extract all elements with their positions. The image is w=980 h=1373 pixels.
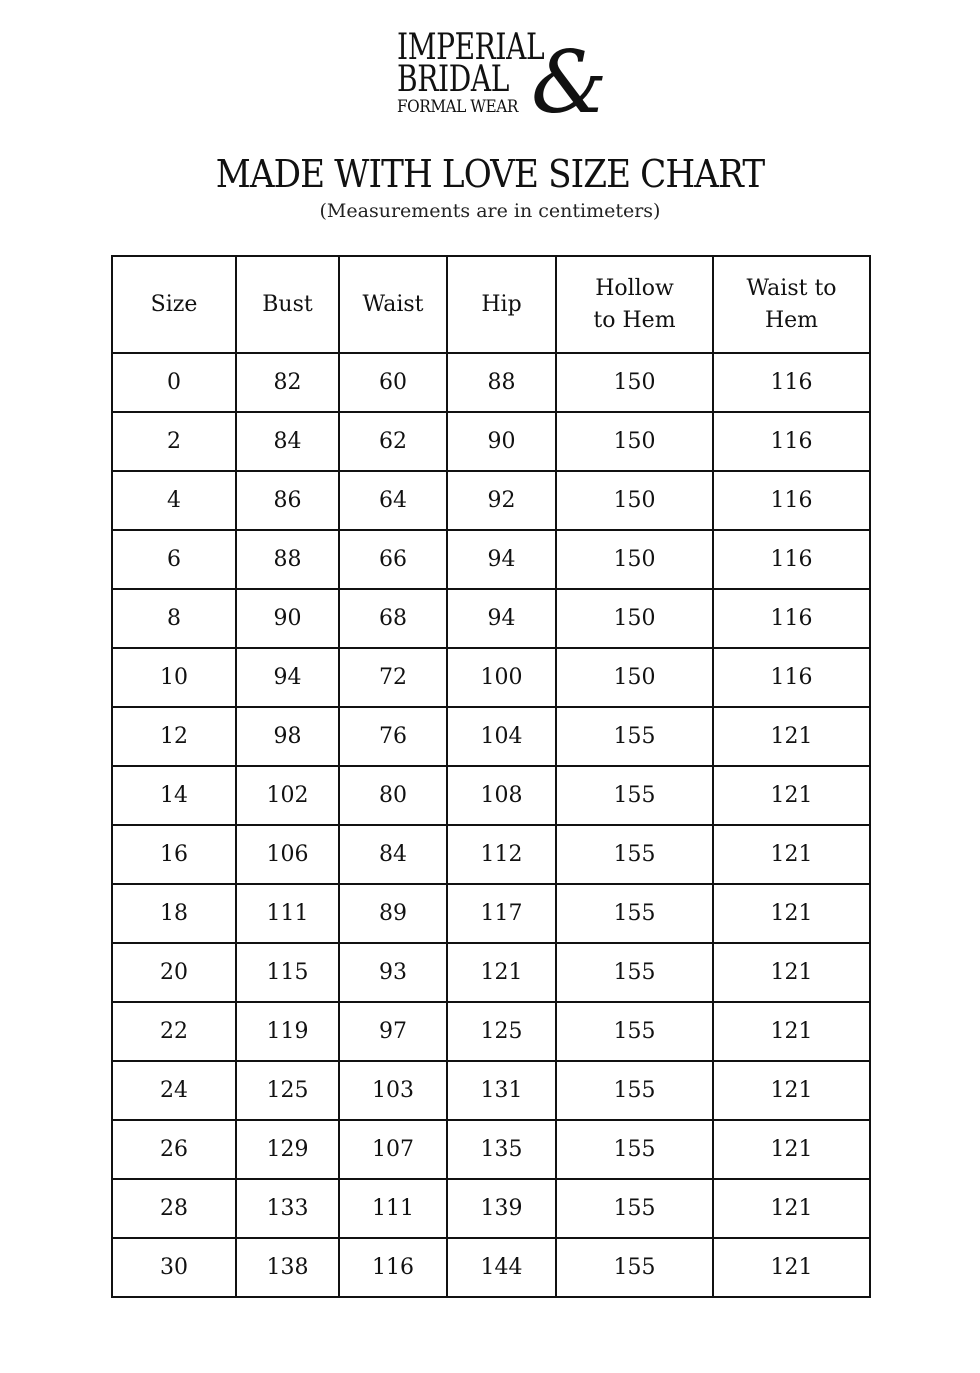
cell-waist-to-hem: 121 <box>713 1238 870 1297</box>
cell-waist-to-hem: 121 <box>713 943 870 1002</box>
cell-waist: 84 <box>339 825 447 884</box>
cell-waist: 68 <box>339 589 447 648</box>
logo-line-bridal: BRIDAL <box>397 59 509 100</box>
table-row <box>112 1120 870 1179</box>
cell-hollow-to-hem: 150 <box>556 412 713 471</box>
cell-waist: 66 <box>339 530 447 589</box>
header-bust: Bust <box>236 256 339 353</box>
cell-hip: 131 <box>447 1061 556 1120</box>
cell-waist-to-hem: 116 <box>713 471 870 530</box>
cell-bust: 119 <box>236 1002 339 1061</box>
cell-size: 24 <box>112 1061 236 1120</box>
table-row <box>112 766 870 825</box>
cell-hip: 100 <box>447 648 556 707</box>
cell-bust: 94 <box>236 648 339 707</box>
cell-waist-to-hem: 121 <box>713 884 870 943</box>
cell-hollow-to-hem: 155 <box>556 1238 713 1297</box>
cell-hip: 94 <box>447 589 556 648</box>
cell-hollow-to-hem: 155 <box>556 1002 713 1061</box>
cell-waist: 111 <box>339 1179 447 1238</box>
cell-waist-to-hem: 116 <box>713 412 870 471</box>
logo-line-formal-wear: FORMAL WEAR <box>397 97 518 117</box>
cell-bust: 86 <box>236 471 339 530</box>
cell-waist-to-hem: 121 <box>713 707 870 766</box>
table-row <box>112 353 870 412</box>
cell-hip: 117 <box>447 884 556 943</box>
cell-size: 4 <box>112 471 236 530</box>
cell-waist-to-hem: 121 <box>713 1002 870 1061</box>
cell-hip: 88 <box>447 353 556 412</box>
cell-bust: 129 <box>236 1120 339 1179</box>
cell-hip: 94 <box>447 530 556 589</box>
page-subtitle: (Measurements are in centimeters) <box>319 200 661 222</box>
table-row <box>112 943 870 1002</box>
logo-line-imperial: IMPERIAL <box>397 27 545 68</box>
cell-waist-to-hem: 121 <box>713 1061 870 1120</box>
cell-hollow-to-hem: 155 <box>556 1120 713 1179</box>
cell-size: 6 <box>112 530 236 589</box>
cell-hollow-to-hem: 150 <box>556 471 713 530</box>
table-row <box>112 589 870 648</box>
cell-hip: 90 <box>447 412 556 471</box>
cell-hollow-to-hem: 150 <box>556 353 713 412</box>
cell-hollow-to-hem: 150 <box>556 530 713 589</box>
table-row <box>112 1179 870 1238</box>
cell-waist: 116 <box>339 1238 447 1297</box>
table-row <box>112 884 870 943</box>
page-title: MADE WITH LOVE SIZE CHART <box>215 152 765 196</box>
cell-hip: 108 <box>447 766 556 825</box>
cell-bust: 84 <box>236 412 339 471</box>
cell-waist-to-hem: 116 <box>713 589 870 648</box>
cell-bust: 106 <box>236 825 339 884</box>
header-size: Size <box>112 256 236 353</box>
cell-waist: 89 <box>339 884 447 943</box>
cell-size: 10 <box>112 648 236 707</box>
cell-hollow-to-hem: 155 <box>556 707 713 766</box>
header-waist-to-hem: Waist to Hem <box>713 256 870 353</box>
table-row <box>112 530 870 589</box>
cell-waist: 80 <box>339 766 447 825</box>
table-row <box>112 1061 870 1120</box>
cell-waist: 76 <box>339 707 447 766</box>
cell-waist: 93 <box>339 943 447 1002</box>
cell-size: 0 <box>112 353 236 412</box>
cell-size: 26 <box>112 1120 236 1179</box>
table-row <box>112 1002 870 1061</box>
cell-size: 16 <box>112 825 236 884</box>
cell-bust: 82 <box>236 353 339 412</box>
cell-hollow-to-hem: 155 <box>556 884 713 943</box>
brand-logo <box>397 26 608 133</box>
cell-waist-to-hem: 121 <box>713 1120 870 1179</box>
cell-waist: 107 <box>339 1120 447 1179</box>
table-row <box>112 825 870 884</box>
cell-hollow-to-hem: 155 <box>556 825 713 884</box>
header-hollow-to-hem: Hollow to Hem <box>556 256 713 353</box>
cell-hip: 104 <box>447 707 556 766</box>
cell-bust: 111 <box>236 884 339 943</box>
cell-size: 22 <box>112 1002 236 1061</box>
cell-hip: 135 <box>447 1120 556 1179</box>
cell-waist-to-hem: 116 <box>713 530 870 589</box>
cell-bust: 133 <box>236 1179 339 1238</box>
cell-hip: 125 <box>447 1002 556 1061</box>
cell-waist-to-hem: 116 <box>713 648 870 707</box>
cell-hollow-to-hem: 155 <box>556 1061 713 1120</box>
cell-waist: 97 <box>339 1002 447 1061</box>
cell-bust: 98 <box>236 707 339 766</box>
cell-size: 30 <box>112 1238 236 1297</box>
cell-size: 2 <box>112 412 236 471</box>
table-row <box>112 648 870 707</box>
table-row <box>112 1238 870 1297</box>
cell-size: 12 <box>112 707 236 766</box>
cell-waist-to-hem: 121 <box>713 766 870 825</box>
cell-waist: 62 <box>339 412 447 471</box>
cell-waist: 60 <box>339 353 447 412</box>
cell-bust: 102 <box>236 766 339 825</box>
cell-bust: 115 <box>236 943 339 1002</box>
cell-hip: 144 <box>447 1238 556 1297</box>
cell-hip: 139 <box>447 1179 556 1238</box>
table-row <box>112 707 870 766</box>
size-chart-table <box>111 255 871 1298</box>
cell-hollow-to-hem: 150 <box>556 589 713 648</box>
cell-size: 14 <box>112 766 236 825</box>
header-hip: Hip <box>447 256 556 353</box>
header-waist: Waist <box>339 256 447 353</box>
cell-size: 20 <box>112 943 236 1002</box>
table-row <box>112 471 870 530</box>
table-row <box>112 412 870 471</box>
cell-size: 8 <box>112 589 236 648</box>
cell-bust: 138 <box>236 1238 339 1297</box>
cell-hollow-to-hem: 150 <box>556 648 713 707</box>
cell-waist-to-hem: 121 <box>713 825 870 884</box>
cell-size: 18 <box>112 884 236 943</box>
cell-hip: 121 <box>447 943 556 1002</box>
table-header-row <box>112 256 870 353</box>
logo-ampersand: & <box>531 33 608 133</box>
cell-hollow-to-hem: 155 <box>556 1179 713 1238</box>
cell-hip: 92 <box>447 471 556 530</box>
cell-waist: 103 <box>339 1061 447 1120</box>
cell-hip: 112 <box>447 825 556 884</box>
cell-waist: 72 <box>339 648 447 707</box>
cell-hollow-to-hem: 155 <box>556 943 713 1002</box>
cell-waist: 64 <box>339 471 447 530</box>
cell-bust: 125 <box>236 1061 339 1120</box>
cell-bust: 90 <box>236 589 339 648</box>
cell-waist-to-hem: 121 <box>713 1179 870 1238</box>
cell-size: 28 <box>112 1179 236 1238</box>
cell-hollow-to-hem: 155 <box>556 766 713 825</box>
cell-bust: 88 <box>236 530 339 589</box>
cell-waist-to-hem: 116 <box>713 353 870 412</box>
